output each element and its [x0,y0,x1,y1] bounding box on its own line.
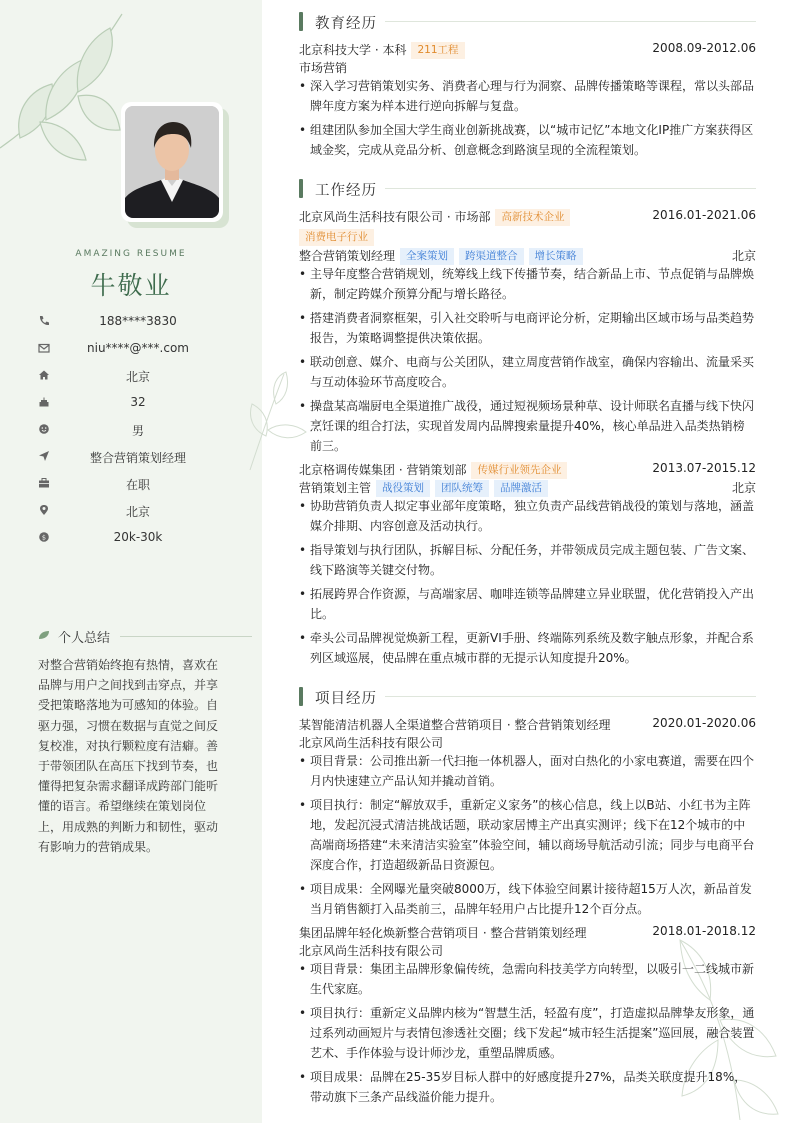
section-divider [385,188,756,189]
education-title: 教育经历 [315,16,377,32]
education-bullet: • 组建团队参加全国大学生商业创新挑战赛，以“城市记忆”本地文化IP推广方案获得区域金奖，完成从竞品分析、创意概念到路演呈现的全流程策划。 [299,123,754,157]
salary-value: 20k-30k [113,530,163,544]
info-age [38,394,238,412]
project-date: 2018.01-2018.12 [652,924,756,938]
section-divider [385,21,756,22]
summary-divider [120,636,252,637]
location-value: 北京 [125,505,150,519]
info-salary [38,529,238,547]
school-name: 北京科技大学 · 本科 [299,43,407,57]
summary-text: 对整合营销始终抱有热情，喜欢在品牌与用户之间找到击穿点，并享受把策略落地为可感知的体验。自驱力强，习惯在数据与直觉之间反复校准，对执行颗粒度有洁癖。善于带领团队在高压下找到节奏，也懂得把复杂需求翻译成跨部门能听懂的语言。希望继续在策划岗位上，用成熟的判断力和韧性，驱动有影响力的营销成果。 [38,658,219,854]
info-phone [38,313,238,331]
education-bullet: • 深入学习营销策划实务、消费者心理与行为洞察、品牌传播策略等课程，常以头部品牌年度方案为样本进行逆向拆解与复盘。 [299,79,755,113]
projects-section-heading [299,686,756,708]
job-bullet: • 主导年度整合营销规划，统筹线上线下传播节奏，结合新品上市、节点促销与品牌焕新，制定跨媒介预算分配与增长路径。 [299,267,755,301]
info-target-position [38,448,238,466]
section-marker [299,687,303,706]
company-name: 北京格调传媒集团 · 营销策划部 [299,463,467,477]
job-position-row [299,247,756,265]
phone-value: 188****3830 [99,314,177,328]
info-job-status [38,475,238,493]
job-status-value: 在职 [125,478,150,492]
tagline: AMAZING RESUME [75,249,187,259]
project-bullet: • 项目执行：重新定义品牌内核为“智慧生活，轻盈有度”，打造虚拟品牌挚友形象，通过系列动画短片与表情包渗透社交圈；线下发起“城市轻生活提案”巡回展，融合装置艺术、手作体验与设计师沙龙，重塑品牌质感。 [299,1006,755,1060]
info-home [38,367,238,385]
summary-title: 个人总结 [58,631,111,646]
section-marker [299,179,303,198]
project-bullet: • 项目成果：全网曝光量突破8000万，线下体验空间累计接待超15万人次，新品首发当月销售额打入品类前三，品牌年轻用户占比提升12个百分点。 [299,882,752,916]
gender-value: 男 [131,424,144,438]
summary-heading [38,627,252,645]
project-bullet: • 项目执行：制定“解放双手，重新定义家务”的核心信息，线上以B站、小红书为主阵地，发起沉浸式清洁挑战话题，联动家居博主产出真实测评；线下在12个城市的中高端商场搭建“未来清洁实验室”体验空间，辅以商场导航活动引流；同步与电商平台深度合作，打造超级新品日资源包。 [299,798,755,872]
company-name: 北京风尚生活科技有限公司 · 市场部 [299,210,491,224]
project-bullet: • 项目成果：品牌在25-35岁目标人群中的好感度提升27%，品类关联度提升18%，带动旗下三条产品线溢价能力提升。 [299,1070,747,1104]
info-email [38,340,238,358]
job-bullet: • 协助营销负责人拟定事业部年度策略，独立负责产品线营销战役的策划与落地，涵盖媒介排期、内容创意及活动执行。 [299,499,755,533]
work-section-heading [299,178,756,200]
project-company: 北京风尚生活科技有限公司 [299,736,444,750]
job-date: 2016.01-2021.06 [652,208,756,222]
company-tag: 消费电子行业 [299,229,374,246]
work-title: 工作经历 [315,183,377,199]
job-header [299,208,756,226]
job-position: 营销策划主管 [299,481,372,495]
project-name: 集团品牌年轻化焕新整合营销项目 · 整合营销策划经理 [299,926,587,940]
company-tag: 高新技术企业 [495,209,570,226]
project-header [299,924,756,942]
job-bullet: • 拓展跨界合作资源，与高端家居、咖啡连锁等品牌建立异业联盟，优化营销投入产出比。 [299,587,755,621]
home-value: 北京 [125,370,150,384]
projects-title: 项目经历 [315,691,377,707]
education-header [299,41,756,59]
job-bullet: • 指导策划与执行团队，拆解目标、分配任务，并带领成员完成主题包装、广告文案、线下路演等关键交付物。 [299,543,755,577]
project-company: 北京风尚生活科技有限公司 [299,944,444,958]
project-bullet: • 项目背景：集团主品牌形象偏传统，急需向科技美学方向转型，以吸引一二线城市新生代家庭。 [299,962,755,996]
job-date: 2013.07-2015.12 [652,461,756,475]
age-value: 32 [130,395,146,409]
target-position-value: 整合营销策划经理 [89,451,186,465]
skill-tag: 增长策略 [529,248,583,265]
company-tag: 传媒行业领先企业 [471,462,567,479]
project-name: 某智能清洁机器人全渠道整合营销项目 · 整合营销策划经理 [299,718,611,732]
email-value: niu****@***.com [87,341,189,355]
skill-tag: 跨渠道整合 [459,248,524,265]
skill-tag: 品牌激活 [494,480,548,497]
leaf-icon [38,630,50,640]
job-city: 北京 [731,249,756,263]
education-date: 2008.09-2012.06 [652,41,756,55]
candidate-name: 牛敬业 [90,271,172,300]
job-bullet: • 搭建消费者洞察框架，引入社交聆听与电商评论分析，定期输出区域市场与品类趋势报告，为策略调整提供决策依据。 [299,311,755,345]
project-date: 2020.01-2020.06 [652,716,756,730]
info-location [38,502,238,520]
project-bullet: • 项目背景：公司推出新一代扫拖一体机器人，面对白热化的小家电赛道，需要在四个月内快速建立产品认知并撬动首销。 [299,754,755,788]
job-bullet: • 牵头公司品牌视觉焕新工程，更新VI手册、终端陈列系统及数字触点形象，并配合系列区域巡展，使品牌在重点城市群的无提示认知度提升20%。 [299,631,754,665]
job-bullet: • 联动创意、媒介、电商与公关团队，建立周度营销作战室，确保内容输出、流量采买与互动体验环节高度咬合。 [299,355,755,389]
avatar [125,106,219,218]
school-tag: 211工程 [411,42,464,59]
job-tag-row [299,229,756,247]
job-position-row [299,479,756,497]
profile-photo-frame [121,102,223,222]
skill-tag: 团队统筹 [435,480,489,497]
education-section-heading [299,11,756,33]
skill-tag: 战役策划 [376,480,430,497]
sidebar [0,0,262,1123]
job-header [299,461,756,479]
svg-text:$: $ [41,533,47,542]
section-marker [299,12,303,31]
job-position: 整合营销策划经理 [299,249,396,263]
section-divider [385,696,756,697]
project-header [299,716,756,734]
job-bullet: • 操盘某高端厨电全渠道推广战役，通过短视频场景种草、设计师联名直播与线下快闪烹饪课的组合打法，实现首发周内品牌搜索量提升40%，核心单品进入品类热销榜前三。 [299,399,755,453]
skill-tag: 全案策划 [400,248,454,265]
job-city: 北京 [731,481,756,495]
info-gender [38,421,238,439]
education-major: 市场营销 [299,61,348,75]
